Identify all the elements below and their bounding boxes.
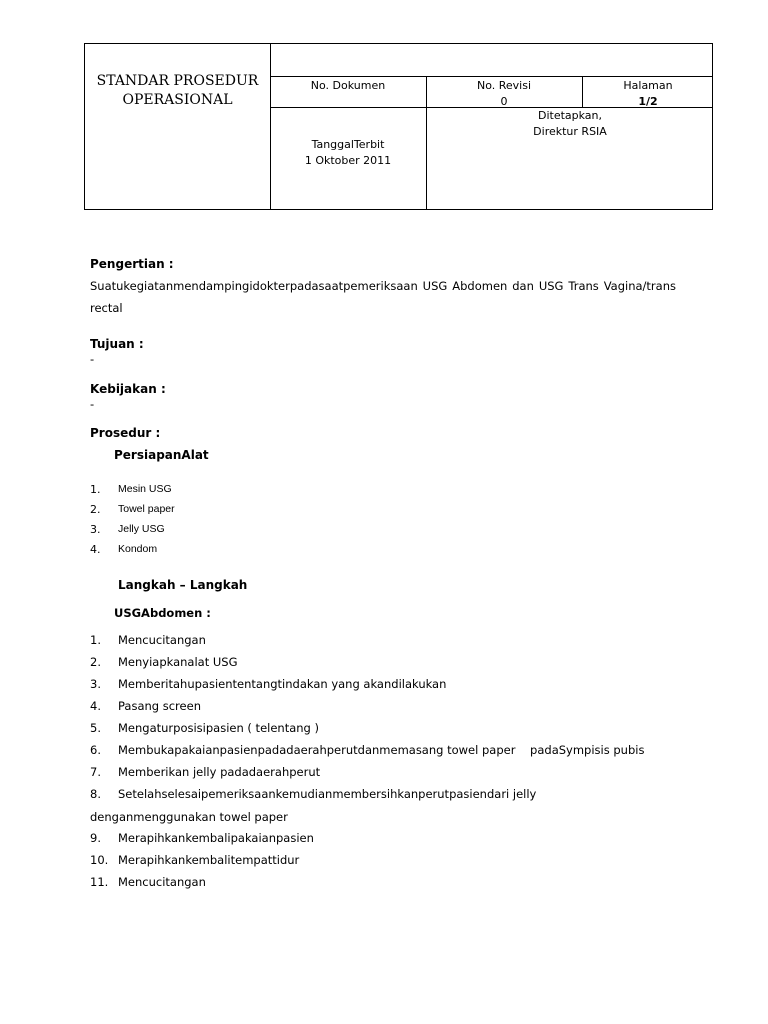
halaman-label: Halaman xyxy=(623,79,673,92)
pengertian-heading: Pengertian : xyxy=(90,257,174,271)
sop-title-line2: OPERASIONAL xyxy=(122,92,233,108)
list-item-number: 3. xyxy=(90,523,101,536)
direktur-label: Direktur RSIA xyxy=(533,125,607,138)
list-item-label: Merapihkankembalipakaianpasien xyxy=(118,831,314,845)
list-item-number: 6. xyxy=(90,743,101,757)
list-item-label: Mesin USG xyxy=(118,483,172,495)
tujuan-value: - xyxy=(90,352,95,366)
no-revisi-cell xyxy=(426,78,582,110)
prosedur-heading: Prosedur : xyxy=(90,426,161,440)
no-dokumen-label: No. Dokumen xyxy=(310,79,386,92)
sop-title-line1: STANDAR PROSEDUR xyxy=(96,73,259,89)
list-item-number: 4. xyxy=(90,543,101,556)
list-item-label: denganmenggunakan towel paper xyxy=(90,810,288,824)
list-item-label: Merapihkankembalitempattidur xyxy=(118,853,300,867)
tanggal-terbit-label: TanggalTerbit xyxy=(311,138,385,151)
list-item-label: Setelahselesaipemeriksaankemudianmembersihkanperutpasiendari jelly xyxy=(118,787,537,801)
list-item-number: 1. xyxy=(90,483,101,496)
list-item-number: 2. xyxy=(90,503,101,516)
list-item-number: 8. xyxy=(90,787,101,801)
list-item-label: Menyiapkanalat USG xyxy=(118,655,238,669)
tanggal-terbit-value: 1 Oktober 2011 xyxy=(304,154,392,167)
list-item-number: 9. xyxy=(90,831,101,845)
persiapan-alat-heading: PersiapanAlat xyxy=(114,448,209,462)
list-item-number: 1. xyxy=(90,633,101,647)
list-item-label: Membukapakaianpasienpadadaerahperutdanmemasang towel paper padaSympisis pubis xyxy=(118,743,645,757)
list-item-number: 11. xyxy=(90,875,109,889)
ditetapkan-label: Ditetapkan, xyxy=(537,109,603,122)
list-item-number: 5. xyxy=(90,721,101,735)
usg-abdomen-heading: USGAbdomen : xyxy=(114,606,211,620)
list-item-number: 4. xyxy=(90,699,101,713)
kebijakan-heading: Kebijakan : xyxy=(90,382,166,396)
pengertian-text-line1: Suatukegiatanmendampingidokterpadasaatpemeriksaan USG Abdomen dan USG Trans Vagina/trans xyxy=(90,279,676,293)
no-revisi-label: No. Revisi xyxy=(476,79,532,92)
ditetapkan-cell xyxy=(426,108,714,140)
tanggal-terbit-cell xyxy=(270,137,426,169)
list-item-number: 10. xyxy=(90,853,109,867)
list-item-label: Mencucitangan xyxy=(118,875,206,889)
list-item-number: 2. xyxy=(90,655,101,669)
list-item-label: Towel paper xyxy=(118,503,175,515)
table-divider xyxy=(270,44,271,209)
list-item-label: Memberitahupasiententangtindakan yang akandilakukan xyxy=(118,677,447,691)
list-item-label: Jelly USG xyxy=(118,523,165,535)
list-item-number: 3. xyxy=(90,677,101,691)
list-item-label: Mengaturposisipasien ( telentang ) xyxy=(118,721,319,735)
sop-title xyxy=(85,72,270,110)
halaman-cell xyxy=(582,78,714,110)
halaman-value: 1/2 xyxy=(638,95,658,108)
list-item-number: 7. xyxy=(90,765,101,779)
kebijakan-value: - xyxy=(90,397,95,411)
list-item-label: Kondom xyxy=(118,543,158,555)
sop-header-table xyxy=(84,43,713,210)
pengertian-text-line2: rectal xyxy=(90,301,123,315)
list-item-label: Pasang screen xyxy=(118,699,201,713)
no-revisi-value: 0 xyxy=(500,95,508,108)
list-item-label: Mencucitangan xyxy=(118,633,206,647)
table-divider xyxy=(270,76,712,77)
list-item-label: Memberikan jelly padadaerahperut xyxy=(118,765,321,779)
tujuan-heading: Tujuan : xyxy=(90,337,144,351)
langkah-heading: Langkah – Langkah xyxy=(118,578,248,592)
